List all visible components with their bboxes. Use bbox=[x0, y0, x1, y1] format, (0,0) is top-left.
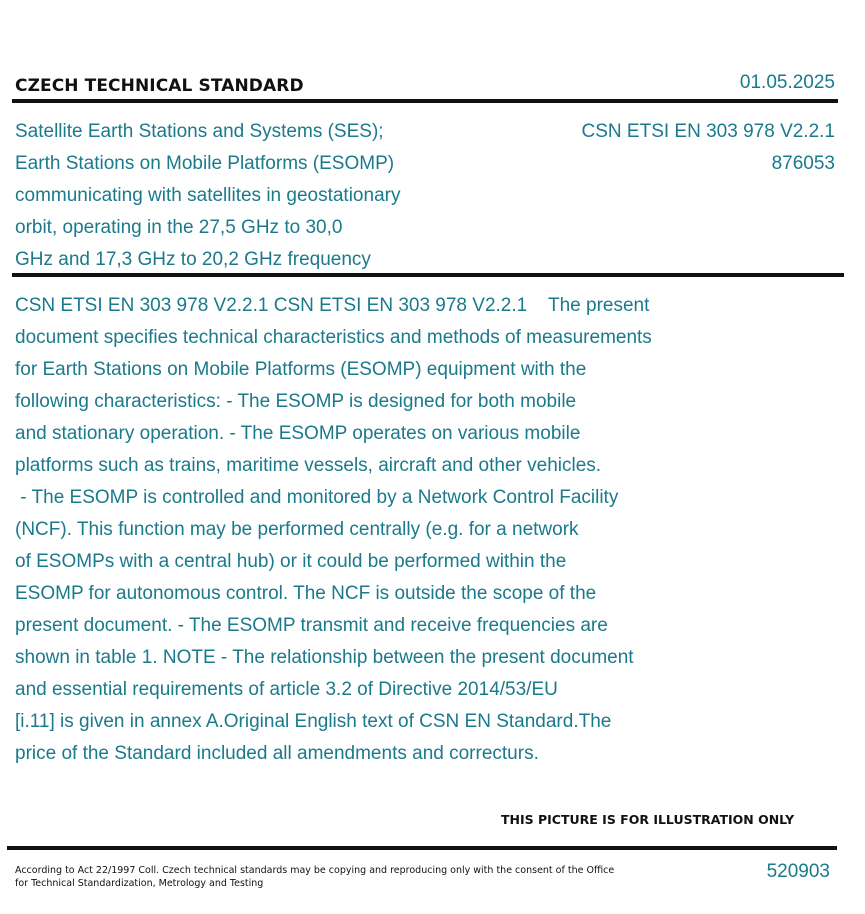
illustration-disclaimer: THIS PICTURE IS FOR ILLUSTRATION ONLY bbox=[501, 812, 795, 827]
standard-title-line: Satellite Earth Stations and Systems (SES); bbox=[15, 121, 384, 142]
description-line: and stationary operation. - The ESOMP operates on various mobile bbox=[15, 423, 581, 444]
publication-date: 01.05.2025 bbox=[739, 72, 835, 93]
description-line: ESOMP for autonomous control. The NCF is outside the scope of the bbox=[15, 583, 597, 604]
standard-title-line: Earth Stations on Mobile Platforms (ESOMP) bbox=[15, 153, 395, 174]
standard-title-line: GHz and 17,3 GHz to 20,2 GHz frequency bbox=[15, 249, 371, 270]
description-line: CSN ETSI EN 303 978 V2.2.1 CSN ETSI EN 303 978 V2.2.1 The present bbox=[15, 295, 650, 316]
description-line: (NCF). This function may be performed centrally (e.g. for a network bbox=[15, 519, 579, 540]
copyright-notice-line: According to Act 22/1997 Coll. Czech technical standards may be copying and reproducing only with the consent of the Office bbox=[15, 865, 615, 876]
catalog-number: 876053 bbox=[771, 153, 835, 174]
description-line: shown in table 1. NOTE - The relationship between the present document bbox=[15, 647, 634, 668]
description-line: present document. - The ESOMP transmit and receive frequencies are bbox=[15, 615, 608, 636]
description-line: platforms such as trains, maritime vessels, aircraft and other vehicles. bbox=[15, 455, 602, 476]
document-header-title: CZECH TECHNICAL STANDARD bbox=[15, 76, 304, 96]
description-line: and essential requirements of article 3.2 of Directive 2014/53/EU bbox=[15, 679, 558, 700]
description-line: - The ESOMP is controlled and monitored by a Network Control Facility bbox=[15, 487, 619, 508]
standard-title bbox=[15, 116, 485, 276]
footer-divider bbox=[7, 846, 837, 850]
description-line: price of the Standard included all amendments and correcturs. bbox=[15, 743, 539, 764]
standard-title-line: communicating with satellites in geostationary bbox=[15, 185, 401, 206]
copyright-notice bbox=[15, 864, 615, 890]
document-id: 520903 bbox=[766, 861, 830, 882]
description-line: for Earth Stations on Mobile Platforms (ESOMP) equipment with the bbox=[15, 359, 587, 380]
copyright-notice-line: for Technical Standardization, Metrology and Testing bbox=[15, 878, 264, 889]
standard-designation: CSN ETSI EN 303 978 V2.2.1 bbox=[581, 121, 835, 142]
standard-title-line: orbit, operating in the 27,5 GHz to 30,0 bbox=[15, 217, 343, 238]
standard-description bbox=[15, 290, 775, 770]
description-line: following characteristics: - The ESOMP is designed for both mobile bbox=[15, 391, 577, 412]
standard-meta bbox=[582, 116, 835, 180]
description-line: document specifies technical characteristics and methods of measurements bbox=[15, 327, 652, 348]
description-line: of ESOMPs with a central hub) or it could be performed within the bbox=[15, 551, 567, 572]
description-line: [i.11] is given in annex A.Original English text of CSN EN Standard.The bbox=[15, 711, 612, 732]
title-divider bbox=[12, 273, 844, 277]
header-divider bbox=[12, 99, 838, 103]
